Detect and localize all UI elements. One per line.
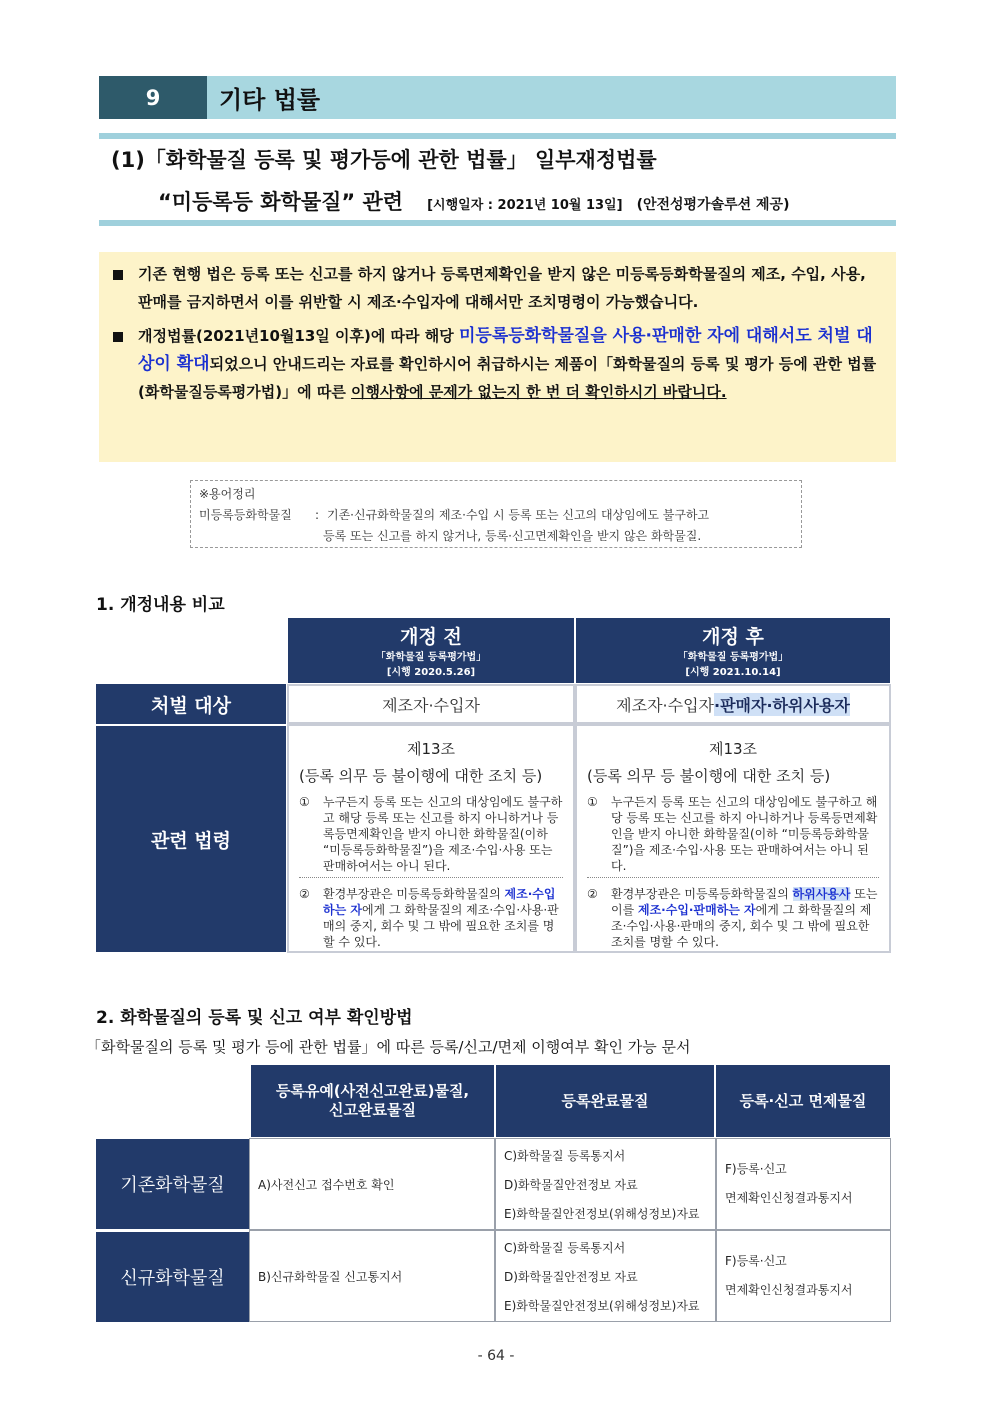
- new-registered-docs: C)화학물질 등록통지서 D)화학물질안전정보 자료 E)화학물질안전정보(위해성정보)자료: [495, 1230, 716, 1322]
- emphasis-text: 미등록등화학물질을 사용·판매한 자에 대해서도 처벌 대상이 확대: [138, 326, 873, 374]
- title-bottom-rule: [99, 220, 896, 226]
- section-header: [99, 76, 896, 119]
- square-bullet-icon: [113, 270, 123, 280]
- provider: (안전성평가솔루션 제공): [636, 197, 790, 213]
- page-number: - 64 -: [477, 1348, 515, 1364]
- row-head-existing: 기존화학물질: [96, 1139, 249, 1229]
- law-after: 제13조 (등록 의무 등 불이행에 대한 조치 등) ① 누구든지 등록 또는 신고의 대상임에도 불구하고 해당 등록 또는 신고를 하지 아니하거나 등록등면제확인을 받지 아니한 화학물질(이하 “미등록등화학물질”)을 제조·수입·사용 또는 판매하여서는 아니 된다. ② 환경부장관은 미등록등화학물질의 하위사용사 또는 이를 제조·수입·판매하는 자에게 그 화학물질의 제조·수입·사용·판매의 중지, 회수 및 그 밖에 필요한 조치를 명할 수 있다.: [575, 724, 891, 953]
- penalty-added: ·판매자·하위사용자: [714, 693, 850, 716]
- terms-heading: ※용어정리: [199, 487, 256, 501]
- terms-box: [190, 480, 802, 548]
- square-bullet-icon: [113, 332, 123, 342]
- new-exempt-docs: F)등록·신고 면제확인신청결과통지서: [716, 1230, 891, 1322]
- section-2-subtitle: 「화학물질의 등록 및 평가 등에 관한 법률」에 따른 등록/신고/면제 이행여부 확인 가능 문서: [86, 1038, 691, 1056]
- section-number: 9: [99, 76, 207, 119]
- row-head-penalty: 처벌 대상: [96, 684, 286, 724]
- enforcement-date: [시행일자 : 2021년 10월 13일]: [427, 198, 623, 213]
- terms-row: [199, 505, 793, 526]
- notice-box: [99, 252, 896, 462]
- term-key: 미등록등화학물질: [199, 508, 292, 522]
- existing-exempt-docs: F)등록·신고 면제확인신청결과통지서: [716, 1138, 891, 1230]
- row-head-new: 신규화학물질: [96, 1232, 249, 1322]
- title-top-rule: [99, 133, 896, 139]
- underlined-text: 이행사항에 문제가 없는지 한 번 더 확인하시기 바랍니다.: [351, 383, 727, 401]
- section-title: 기타 법률: [207, 76, 896, 119]
- row-head-law: 관련 법령: [96, 726, 286, 952]
- col-head-registered: 등록완료물질: [496, 1065, 714, 1137]
- new-deferred-doc: B)신규화학물질 신고통지서: [249, 1230, 495, 1322]
- existing-deferred-doc: A)사전신고 접수번호 확인: [249, 1138, 495, 1230]
- law-before: 제13조 (등록 의무 등 불이행에 대한 조치 등) ① 누구든지 등록 또는 신고의 대상임에도 불구하고 해당 등록 또는 신고를 하지 아니하거나 등록등면제확인을 받지 아니한 화학물질(이하 “미등록등화학물질”)을 제조·수입·사용 또는 판매하여서는 아니 된다. ② 환경부장관은 미등록등화학물질의 제조·수입하는 자에게 그 화학물질의 제조·수입·사용·판매의 중지, 회수 및 그 밖에 필요한 조치를 명할 수 있다.: [287, 724, 575, 953]
- section-1-heading: 1. 개정내용 비교: [96, 595, 225, 615]
- term-definition-1: 기존·신규화학물질의 제조·수입 시 등록 또는 신고의 대상임에도 불구하고: [327, 508, 710, 522]
- penalty-after: 제조자·수입자 ·판매자·하위사용자: [575, 684, 891, 724]
- notice-paragraph-1: 기존 현행 법은 등록 또는 신고를 하지 않거나 등록면제확인을 받지 않은 미등록등화학물질의 제조, 수입, 사용, 판매를 금지하면서 이를 위반할 시 제조·수입자에 대해서만 조치명령이 가능했습니다.: [113, 260, 884, 316]
- term-definition-2: 등록 또는 신고를 하지 않거나, 등록·신고면제확인을 받지 않은 화학물질.: [323, 529, 702, 543]
- notice-paragraph-2: 개정법률(2021년10월13일 이후)에 따라 해당 미등록등화학물질을 사용·판매한 자에 대해서도 처벌 대상이 확대되었으니 안내드리는 자료를 확인하시어 취급하시는 제품이「화학물질의 등록 및 평가 등에 관한 법률(화학물질등록평가법)」에 따른 이행사항에 문제가 없는지 한 번 더 확인하시기 바랍니다.: [113, 322, 884, 406]
- header-after: 개정 후 「화학물질 등록평가법」 [시행 2021.10.14]: [576, 618, 890, 683]
- law-subtitle: [158, 186, 789, 216]
- col-head-deferred: 등록유예(사전신고완료)물질, 신고완료물질: [251, 1065, 494, 1137]
- col-head-exempt: 등록·신고 면제물질: [716, 1065, 890, 1137]
- law-title: (1)「화학물질 등록 및 평가등에 관한 법률」 일부재정법률: [111, 148, 657, 172]
- subtitle-main: “미등록등 화학물질” 관련: [158, 190, 404, 214]
- section-2-heading: 2. 화학물질의 등록 및 신고 여부 확인방법: [96, 1008, 413, 1028]
- existing-registered-docs: C)화학물질 등록통지서 D)화학물질안전정보 자료 E)화학물질안전정보(위해성정보)자료: [495, 1138, 716, 1230]
- term-separator: :: [315, 508, 320, 522]
- header-before: 개정 전 「화학물질 등록평가법」 [시행 2020.5.26]: [288, 618, 574, 683]
- penalty-before: 제조자·수입자: [287, 684, 575, 724]
